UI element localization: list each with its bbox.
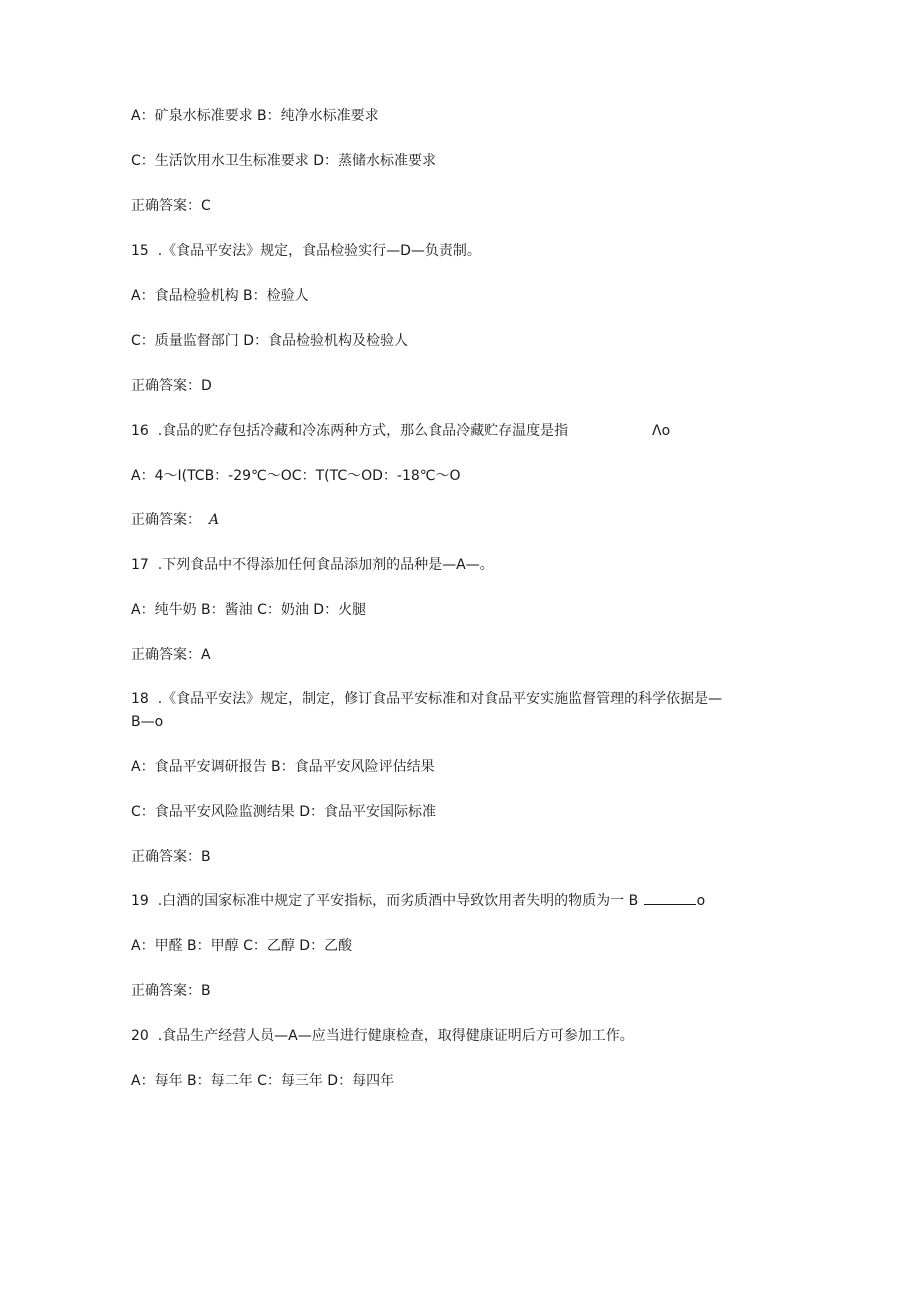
q19-answer: 正确答案：B — [131, 983, 211, 999]
q19-question — [131, 892, 791, 910]
q20-options: A：每年 B：每二年 C：每三年 D：每四年 — [131, 1073, 395, 1089]
q14-options-ab: A：矿泉水标准要求 B：纯净水标准要求 — [131, 108, 379, 124]
q15-question: 15 .《食品平安法》规定，食品检验实行—D—负责制。 — [131, 243, 481, 259]
q17-options: A：纯牛奶 B：酱油 C：奶油 D：火腿 — [131, 602, 367, 618]
q16-options: A：4～I(TCB：-29℃～OC：T(TC～OD：-18℃～O — [131, 468, 461, 484]
q15-options-cd: C：质量监督部门 D：食品检验机构及检验人 — [131, 333, 409, 349]
q17-question: 17 .下列食品中不得添加任何食品添加剂的品种是—A—。 — [131, 557, 494, 573]
q19-question-text: 19 .白酒的国家标准中规定了平安指标，而劣质酒中导致饮用者失明的物质为一 B — [131, 893, 639, 909]
q16-question: 16 .食品的贮存包括冷藏和冷冻两种方式，那么食品冷藏贮存温度是指 — [131, 423, 569, 439]
q20-question: 20 .食品生产经营人员—A—应当进行健康检查，取得健康证明后方可参加工作。 — [131, 1028, 634, 1044]
q18-answer: 正确答案：B — [131, 849, 211, 865]
q14-options-cd: C：生活饮用水卫生标准要求 D：蒸储水标准要求 — [131, 153, 437, 169]
q19-question-suffix: o — [696, 893, 706, 909]
q18-options-cd: C：食品平安风险监测结果 D：食品平安国际标准 — [131, 804, 437, 820]
q15-options-ab: A：食品检验机构 B：检验人 — [131, 288, 309, 304]
q16-answer-value: A — [209, 512, 220, 528]
q19-options: A：甲醛 B：甲醇 C：乙醇 D：乙酸 — [131, 938, 353, 954]
q14-answer: 正确答案：C — [131, 198, 211, 214]
q17-answer: 正确答案：A — [131, 647, 211, 663]
q19-blank — [644, 892, 696, 905]
q18-question: 18 .《食品平安法》规定，制定，修订食品平安标准和对食品平安实施监督管理的科学依据是— — [131, 691, 723, 707]
q16-question-suffix: Λo — [652, 423, 671, 439]
q15-answer: 正确答案：D — [131, 378, 212, 394]
q18-question-cont: B—o — [131, 714, 164, 730]
q16-answer-label: 正确答案： — [131, 512, 201, 528]
q18-options-ab: A：食品平安调研报告 B：食品平安风险评估结果 — [131, 759, 435, 775]
